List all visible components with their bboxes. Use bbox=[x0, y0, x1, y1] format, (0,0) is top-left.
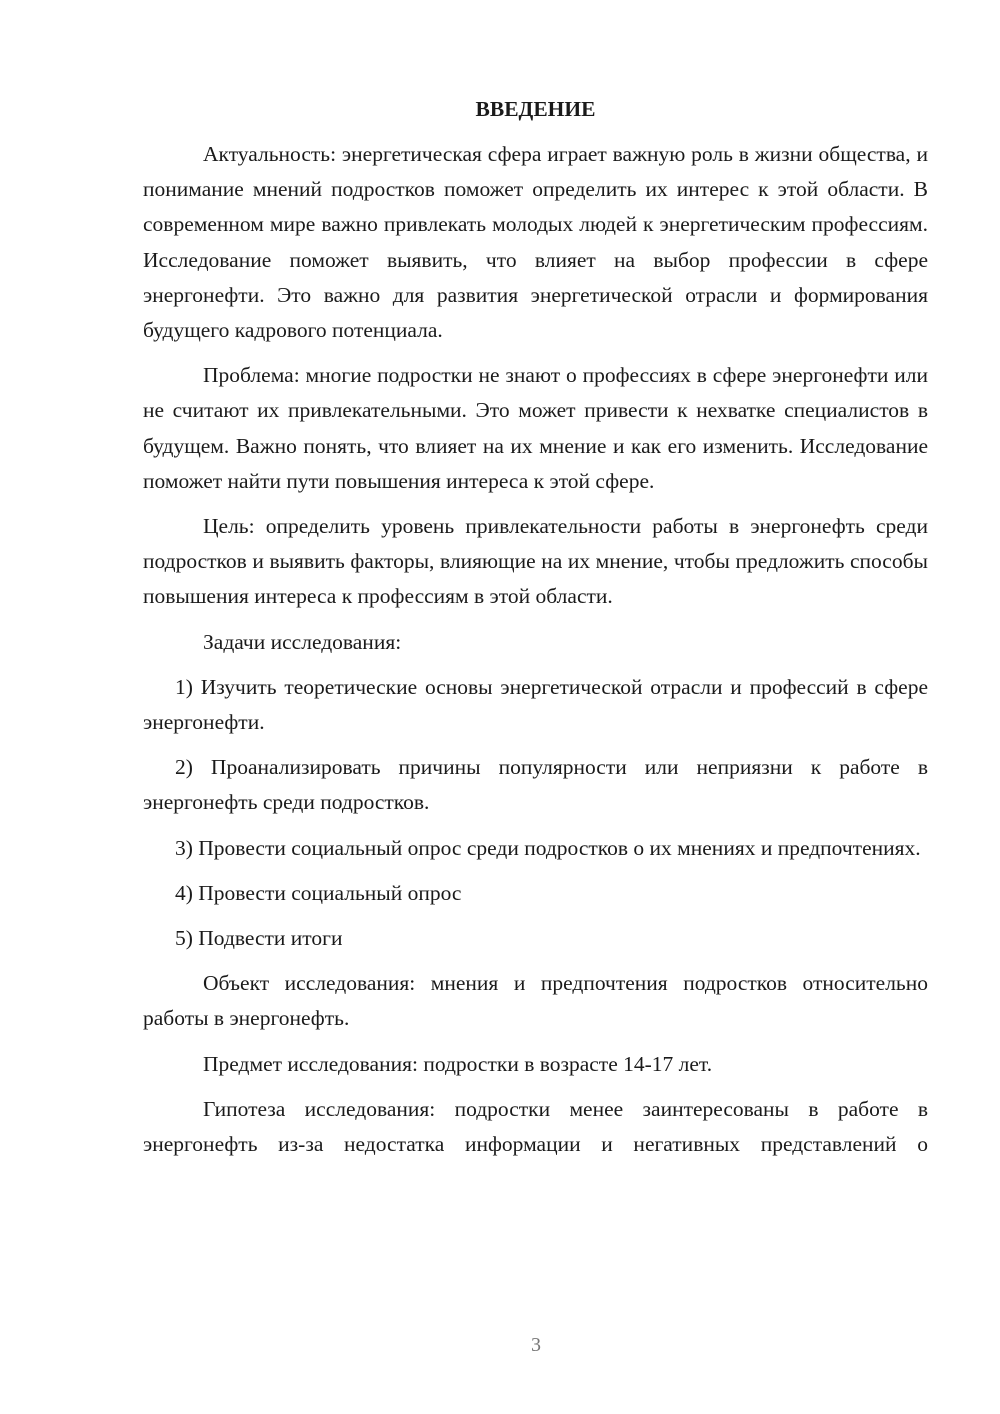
task-item-4: 4) Провести социальный опрос bbox=[175, 880, 462, 905]
page-number: 3 bbox=[531, 1334, 541, 1356]
paragraph-object: Объект исследования: мнения и предпочтения подростков относительно работы в энергонефть. bbox=[143, 971, 928, 1031]
paragraph-hypothesis: Гипотеза исследования: подростки менее заинтересованы в работе в энергонефть из-за недостатка информации и негативных представлений о bbox=[143, 1096, 928, 1157]
paragraph-problem: Проблема: многие подростки не знают о профессиях в сфере энергонефти или не считают их привлекательными. Это может привести к нехватке специалистов в будущем. Важно понять, что влияет на их мнение и как его изменить. Исследование поможет найти пути повышения интереса к этой сфере. bbox=[143, 363, 928, 493]
task-item-2: 2) Проанализировать причины популярности или неприязни к работе в энергонефть среди подростков. bbox=[143, 755, 928, 815]
section-heading: ВВЕДЕНИЕ bbox=[475, 97, 596, 121]
paragraph-relevance: Актуальность: энергетическая сфера играет важную роль в жизни общества, и понимание мнений подростков поможет определить их интерес к этой области. В современном мире важно привлекать молодых людей к энергетическим профессиям. Исследование поможет выявить, что влияет на выбор профессии в сфере энергонефти. Это важно для развития энергетической отрасли и формирования будущего кадрового потенциала. bbox=[143, 142, 928, 343]
paragraph-subject: Предмет исследования: подростки в возрасте 14-17 лет. bbox=[203, 1051, 713, 1076]
page-body bbox=[143, 92, 928, 1172]
paragraph-tasks-heading: Задачи исследования: bbox=[203, 629, 402, 654]
task-item-3: 3) Провести социальный опрос среди подростков о их мнениях и предпочтениях. bbox=[175, 835, 921, 860]
task-item-5: 5) Подвести итоги bbox=[175, 926, 343, 951]
task-item-1: 1) Изучить теоретические основы энергетической отрасли и профессий в сфере энергонефти. bbox=[143, 674, 928, 735]
paragraph-goal: Цель: определить уровень привлекательности работы в энергонефть среди подростков и выявить факторы, влияющие на их мнение, чтобы предложить способы повышения интереса к профессиям в этой области. bbox=[143, 514, 928, 609]
